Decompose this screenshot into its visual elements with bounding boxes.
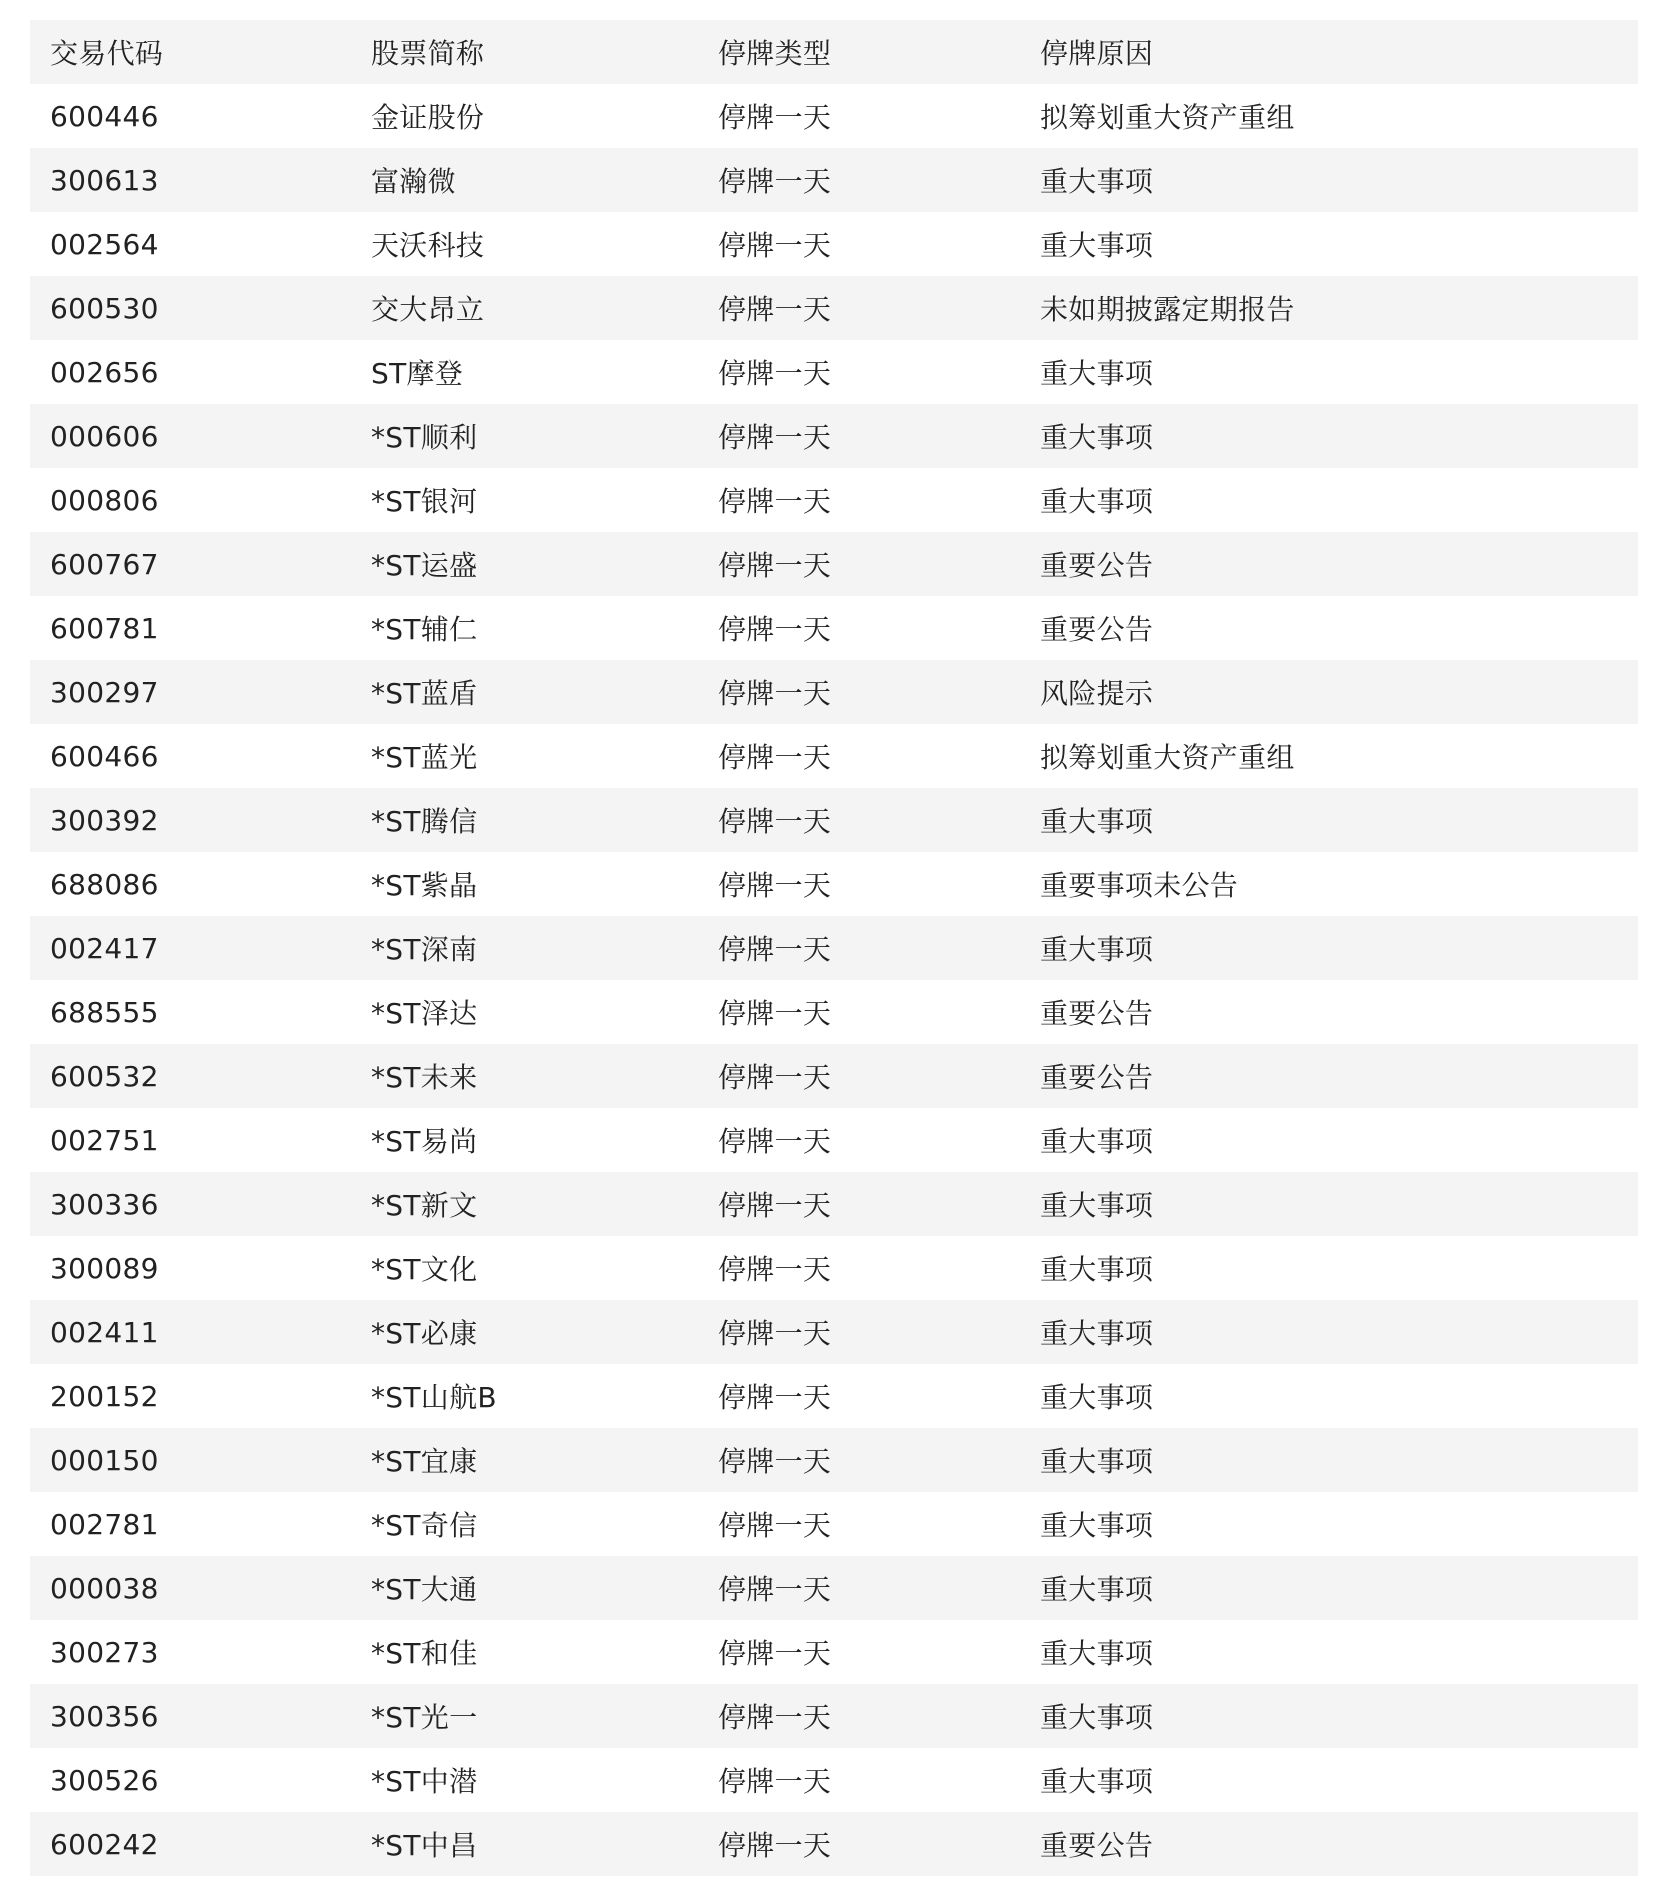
table-row bbox=[30, 1812, 1638, 1876]
cell-suspension-type: 停牌一天 bbox=[718, 293, 832, 326]
cell-trade-code: 000038 bbox=[50, 1571, 159, 1605]
table-row bbox=[30, 468, 1638, 532]
suspension-table bbox=[30, 20, 1638, 1876]
cell-suspension-type: 停牌一天 bbox=[718, 805, 832, 838]
cell-stock-name: *ST易尚 bbox=[371, 1125, 478, 1158]
table-row bbox=[30, 596, 1638, 660]
cell-suspension-type: 停牌一天 bbox=[718, 997, 832, 1030]
cell-suspension-type: 停牌一天 bbox=[718, 1381, 832, 1414]
cell-suspension-reason: 拟筹划重大资产重组 bbox=[1040, 741, 1295, 774]
table-row bbox=[30, 980, 1638, 1044]
cell-stock-name: *ST腾信 bbox=[371, 805, 478, 838]
cell-trade-code: 600532 bbox=[50, 1059, 159, 1093]
cell-suspension-reason: 重大事项 bbox=[1040, 1381, 1154, 1414]
cell-trade-code: 002411 bbox=[50, 1315, 159, 1349]
cell-stock-name: *ST和佳 bbox=[371, 1637, 478, 1670]
cell-trade-code: 000806 bbox=[50, 483, 159, 517]
table-row bbox=[30, 1300, 1638, 1364]
cell-trade-code: 002751 bbox=[50, 1123, 159, 1157]
cell-stock-name: *ST山航B bbox=[371, 1381, 497, 1414]
table-row bbox=[30, 1044, 1638, 1108]
cell-suspension-reason: 重要公告 bbox=[1040, 1061, 1154, 1094]
cell-suspension-type: 停牌一天 bbox=[718, 741, 832, 774]
table-row bbox=[30, 1108, 1638, 1172]
cell-suspension-type: 停牌一天 bbox=[718, 677, 832, 710]
table-row bbox=[30, 1364, 1638, 1428]
cell-stock-name: 天沃科技 bbox=[371, 229, 485, 262]
cell-trade-code: 300273 bbox=[50, 1635, 159, 1669]
cell-suspension-reason: 风险提示 bbox=[1040, 677, 1154, 710]
cell-suspension-reason: 重要公告 bbox=[1040, 1829, 1154, 1862]
cell-stock-name: 交大昂立 bbox=[371, 293, 485, 326]
table-row bbox=[30, 660, 1638, 724]
header-suspension-reason: 停牌原因 bbox=[1040, 37, 1154, 70]
table-row bbox=[30, 1748, 1638, 1812]
table-row bbox=[30, 148, 1638, 212]
table-row bbox=[30, 852, 1638, 916]
cell-trade-code: 002781 bbox=[50, 1507, 159, 1541]
table-row bbox=[30, 276, 1638, 340]
table-row bbox=[30, 724, 1638, 788]
cell-trade-code: 300089 bbox=[50, 1251, 159, 1285]
cell-stock-name: *ST光一 bbox=[371, 1701, 478, 1734]
cell-trade-code: 200152 bbox=[50, 1379, 159, 1413]
cell-suspension-type: 停牌一天 bbox=[718, 1189, 832, 1222]
cell-trade-code: 002417 bbox=[50, 931, 159, 965]
table-row bbox=[30, 788, 1638, 852]
table-row bbox=[30, 84, 1638, 148]
header-stock-name: 股票简称 bbox=[371, 37, 485, 70]
cell-stock-name: *ST深南 bbox=[371, 933, 478, 966]
cell-suspension-type: 停牌一天 bbox=[718, 1445, 832, 1478]
cell-suspension-reason: 重大事项 bbox=[1040, 1701, 1154, 1734]
header-suspension-type: 停牌类型 bbox=[718, 37, 832, 70]
cell-suspension-reason: 重大事项 bbox=[1040, 421, 1154, 454]
cell-suspension-type: 停牌一天 bbox=[718, 1253, 832, 1286]
cell-suspension-reason: 重大事项 bbox=[1040, 1573, 1154, 1606]
cell-trade-code: 002656 bbox=[50, 355, 159, 389]
cell-stock-name: *ST顺利 bbox=[371, 421, 478, 454]
cell-suspension-type: 停牌一天 bbox=[718, 1061, 832, 1094]
cell-stock-name: *ST必康 bbox=[371, 1317, 478, 1350]
table-row bbox=[30, 1172, 1638, 1236]
cell-trade-code: 600781 bbox=[50, 611, 159, 645]
cell-stock-name: *ST文化 bbox=[371, 1253, 478, 1286]
table-row bbox=[30, 916, 1638, 980]
table-row bbox=[30, 340, 1638, 404]
cell-trade-code: 600446 bbox=[50, 99, 159, 133]
cell-suspension-type: 停牌一天 bbox=[718, 1701, 832, 1734]
cell-suspension-type: 停牌一天 bbox=[718, 1317, 832, 1350]
cell-trade-code: 300613 bbox=[50, 163, 159, 197]
cell-stock-name: *ST中潜 bbox=[371, 1765, 478, 1798]
cell-suspension-type: 停牌一天 bbox=[718, 869, 832, 902]
cell-trade-code: 600767 bbox=[50, 547, 159, 581]
table-row bbox=[30, 1236, 1638, 1300]
table-row bbox=[30, 1428, 1638, 1492]
cell-stock-name: *ST辅仁 bbox=[371, 613, 478, 646]
cell-stock-name: *ST未来 bbox=[371, 1061, 478, 1094]
cell-suspension-type: 停牌一天 bbox=[718, 933, 832, 966]
cell-stock-name: *ST蓝盾 bbox=[371, 677, 478, 710]
table-row bbox=[30, 404, 1638, 468]
cell-trade-code: 300356 bbox=[50, 1699, 159, 1733]
cell-suspension-reason: 重大事项 bbox=[1040, 165, 1154, 198]
cell-suspension-reason: 重大事项 bbox=[1040, 357, 1154, 390]
cell-suspension-type: 停牌一天 bbox=[718, 1829, 832, 1862]
cell-trade-code: 300336 bbox=[50, 1187, 159, 1221]
cell-stock-name: *ST蓝光 bbox=[371, 741, 478, 774]
cell-suspension-type: 停牌一天 bbox=[718, 421, 832, 454]
cell-suspension-reason: 未如期披露定期报告 bbox=[1040, 293, 1295, 326]
cell-stock-name: *ST大通 bbox=[371, 1573, 478, 1606]
cell-suspension-reason: 拟筹划重大资产重组 bbox=[1040, 101, 1295, 134]
table-row bbox=[30, 1556, 1638, 1620]
cell-suspension-reason: 重要公告 bbox=[1040, 997, 1154, 1030]
cell-trade-code: 000150 bbox=[50, 1443, 159, 1477]
cell-suspension-reason: 重大事项 bbox=[1040, 1637, 1154, 1670]
cell-suspension-type: 停牌一天 bbox=[718, 165, 832, 198]
cell-suspension-type: 停牌一天 bbox=[718, 1637, 832, 1670]
cell-stock-name: *ST新文 bbox=[371, 1189, 478, 1222]
cell-stock-name: 金证股份 bbox=[371, 101, 485, 134]
cell-trade-code: 000606 bbox=[50, 419, 159, 453]
cell-suspension-reason: 重要公告 bbox=[1040, 613, 1154, 646]
cell-suspension-type: 停牌一天 bbox=[718, 101, 832, 134]
cell-suspension-type: 停牌一天 bbox=[718, 613, 832, 646]
cell-suspension-reason: 重大事项 bbox=[1040, 1253, 1154, 1286]
table-row bbox=[30, 1684, 1638, 1748]
cell-suspension-reason: 重大事项 bbox=[1040, 1509, 1154, 1542]
cell-trade-code: 300392 bbox=[50, 803, 159, 837]
cell-suspension-reason: 重大事项 bbox=[1040, 1765, 1154, 1798]
cell-suspension-type: 停牌一天 bbox=[718, 357, 832, 390]
cell-stock-name: *ST中昌 bbox=[371, 1829, 478, 1862]
cell-trade-code: 002564 bbox=[50, 227, 159, 261]
table-row bbox=[30, 212, 1638, 276]
cell-suspension-type: 停牌一天 bbox=[718, 1573, 832, 1606]
cell-trade-code: 600530 bbox=[50, 291, 159, 325]
cell-stock-name: *ST泽达 bbox=[371, 997, 478, 1030]
cell-suspension-reason: 重大事项 bbox=[1040, 933, 1154, 966]
cell-suspension-type: 停牌一天 bbox=[718, 1509, 832, 1542]
cell-stock-name: *ST银河 bbox=[371, 485, 478, 518]
cell-suspension-type: 停牌一天 bbox=[718, 229, 832, 262]
table-row bbox=[30, 532, 1638, 596]
cell-stock-name: *ST紫晶 bbox=[371, 869, 478, 902]
cell-trade-code: 600466 bbox=[50, 739, 159, 773]
cell-stock-name: ST摩登 bbox=[371, 357, 464, 390]
table-row bbox=[30, 1620, 1638, 1684]
cell-stock-name: *ST运盛 bbox=[371, 549, 478, 582]
cell-stock-name: 富瀚微 bbox=[371, 165, 456, 198]
cell-suspension-reason: 重大事项 bbox=[1040, 1445, 1154, 1478]
cell-trade-code: 600242 bbox=[50, 1827, 159, 1861]
cell-suspension-reason: 重要公告 bbox=[1040, 549, 1154, 582]
cell-suspension-type: 停牌一天 bbox=[718, 1765, 832, 1798]
cell-trade-code: 300297 bbox=[50, 675, 159, 709]
cell-suspension-reason: 重大事项 bbox=[1040, 229, 1154, 262]
cell-suspension-type: 停牌一天 bbox=[718, 549, 832, 582]
cell-suspension-reason: 重大事项 bbox=[1040, 1125, 1154, 1158]
cell-suspension-reason: 重大事项 bbox=[1040, 485, 1154, 518]
cell-trade-code: 688086 bbox=[50, 867, 159, 901]
cell-trade-code: 300526 bbox=[50, 1763, 159, 1797]
cell-stock-name: *ST宜康 bbox=[371, 1445, 478, 1478]
header-trade-code: 交易代码 bbox=[50, 37, 164, 70]
cell-suspension-reason: 重要事项未公告 bbox=[1040, 869, 1239, 902]
cell-suspension-reason: 重大事项 bbox=[1040, 1189, 1154, 1222]
cell-trade-code: 688555 bbox=[50, 995, 159, 1029]
cell-suspension-reason: 重大事项 bbox=[1040, 1317, 1154, 1350]
table-header-row bbox=[30, 20, 1638, 84]
table-row bbox=[30, 1492, 1638, 1556]
cell-suspension-type: 停牌一天 bbox=[718, 1125, 832, 1158]
cell-stock-name: *ST奇信 bbox=[371, 1509, 478, 1542]
cell-suspension-type: 停牌一天 bbox=[718, 485, 832, 518]
cell-suspension-reason: 重大事项 bbox=[1040, 805, 1154, 838]
